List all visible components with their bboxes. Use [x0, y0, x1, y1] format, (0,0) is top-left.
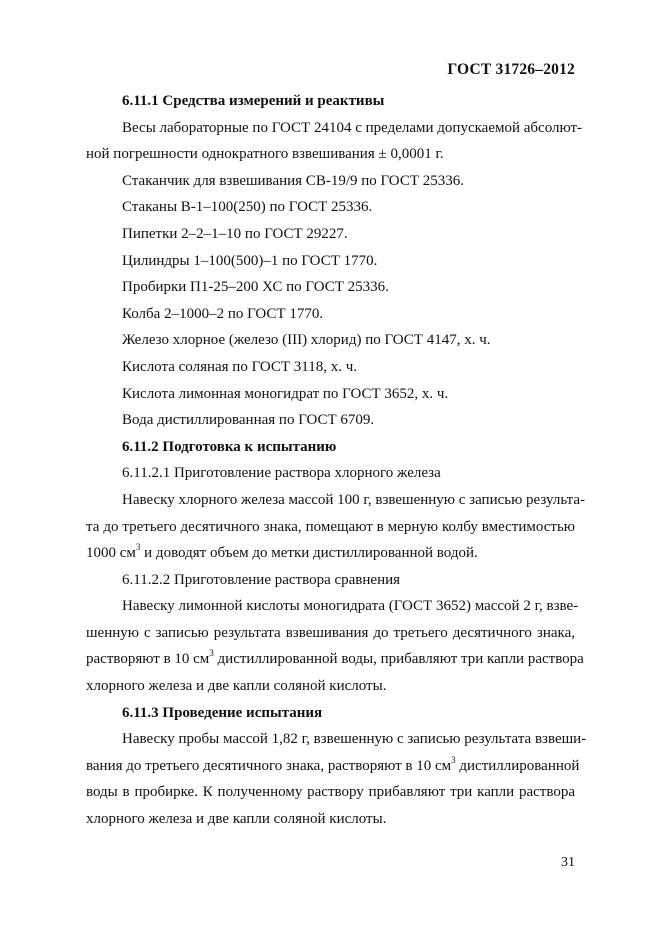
paragraph-line — [86, 646, 584, 673]
section-heading-6-11-2: 6.11.2 Подготовка к испытанию — [122, 438, 337, 455]
paragraph-line: Весы лабораторные по ГОСТ 24104 с пределами допускаемой абсолют- — [122, 119, 583, 136]
section-heading-6-11-3: 6.11.3 Проведение испытания — [122, 704, 323, 721]
page-number: 31 — [561, 855, 575, 870]
paragraph-line: Навеску хлорного железа массой 100 г, взвешенную с записью результа- — [122, 491, 585, 508]
paragraph-line: Навеску пробы массой 1,82 г, взвешенную с записью результата взвеши- — [122, 731, 587, 748]
paragraph-line: Навеску лимонной кислоты моногидрата (ГОСТ 3652) массой 2 г, взве- — [122, 598, 579, 615]
text-run: дистиллированной воды, прибавляют три капли раствора — [213, 651, 584, 668]
list-item: Стаканы В-1–100(250) по ГОСТ 25336. — [122, 199, 373, 216]
page-body — [86, 88, 587, 833]
list-item: Колба 2–1000–2 по ГОСТ 1770. — [122, 305, 324, 322]
list-item: Кислота лимонная моногидрат по ГОСТ 3652, х. ч. — [122, 385, 449, 402]
list-item: Цилиндры 1–100(500)–1 по ГОСТ 1770. — [122, 252, 378, 269]
paragraph-line — [86, 753, 580, 780]
paragraph-line: хлорного железа и две капли соляной кислоты. — [86, 678, 387, 695]
superscript: 3 — [209, 648, 214, 659]
superscript: 3 — [451, 754, 456, 765]
paragraph-line: шенную с записью результата взвешивания до третьего десятичного знака, — [86, 624, 575, 641]
document-header: ГОСТ 31726–2012 — [447, 61, 575, 78]
paragraph-line: воды в пробирке. К полученному раствору прибавляют три капли раствора — [86, 784, 575, 801]
list-item: Вода дистиллированная по ГОСТ 6709. — [122, 412, 375, 429]
paragraph-line: ной погрешности однократного взвешивания ± 0,0001 г. — [86, 146, 444, 163]
text-run: растворяют в 10 см — [86, 651, 210, 668]
subsection-title: 6.11.2.2 Приготовление раствора сравнения — [122, 571, 401, 588]
list-item: Железо хлорное (железо (III) хлорид) по ГОСТ 4147, х. ч. — [122, 332, 491, 349]
list-item: Пипетки 2–2–1–10 по ГОСТ 29227. — [122, 225, 348, 242]
section-heading-6-11-1: 6.11.1 Средства измерений и реактивы — [122, 93, 385, 109]
superscript: 3 — [135, 542, 141, 553]
paragraph-line — [86, 540, 575, 567]
list-item: Пробирки П1-25–200 ХС по ГОСТ 25336. — [122, 279, 389, 296]
paragraph-line: та до третьего десятичного знака, помещают в мерную колбу вместимостью — [86, 518, 575, 535]
text-run: и доводят объем до метки дистиллированной водой. — [140, 545, 478, 562]
text-run: дистиллированной — [455, 757, 580, 774]
list-item: Кислота соляная по ГОСТ 3118, х. ч. — [122, 358, 358, 375]
subsection-title: 6.11.2.1 Приготовление раствора хлорного железа — [122, 465, 441, 482]
list-item: Стаканчик для взвешивания СВ-19/9 по ГОСТ 25336. — [122, 172, 464, 189]
text-run: вания до третьего десятичного знака, растворяют в 10 см — [86, 757, 452, 774]
text-run: 1000 см — [86, 545, 136, 562]
paragraph-line: хлорного железа и две капли соляной кислоты. — [86, 811, 387, 828]
